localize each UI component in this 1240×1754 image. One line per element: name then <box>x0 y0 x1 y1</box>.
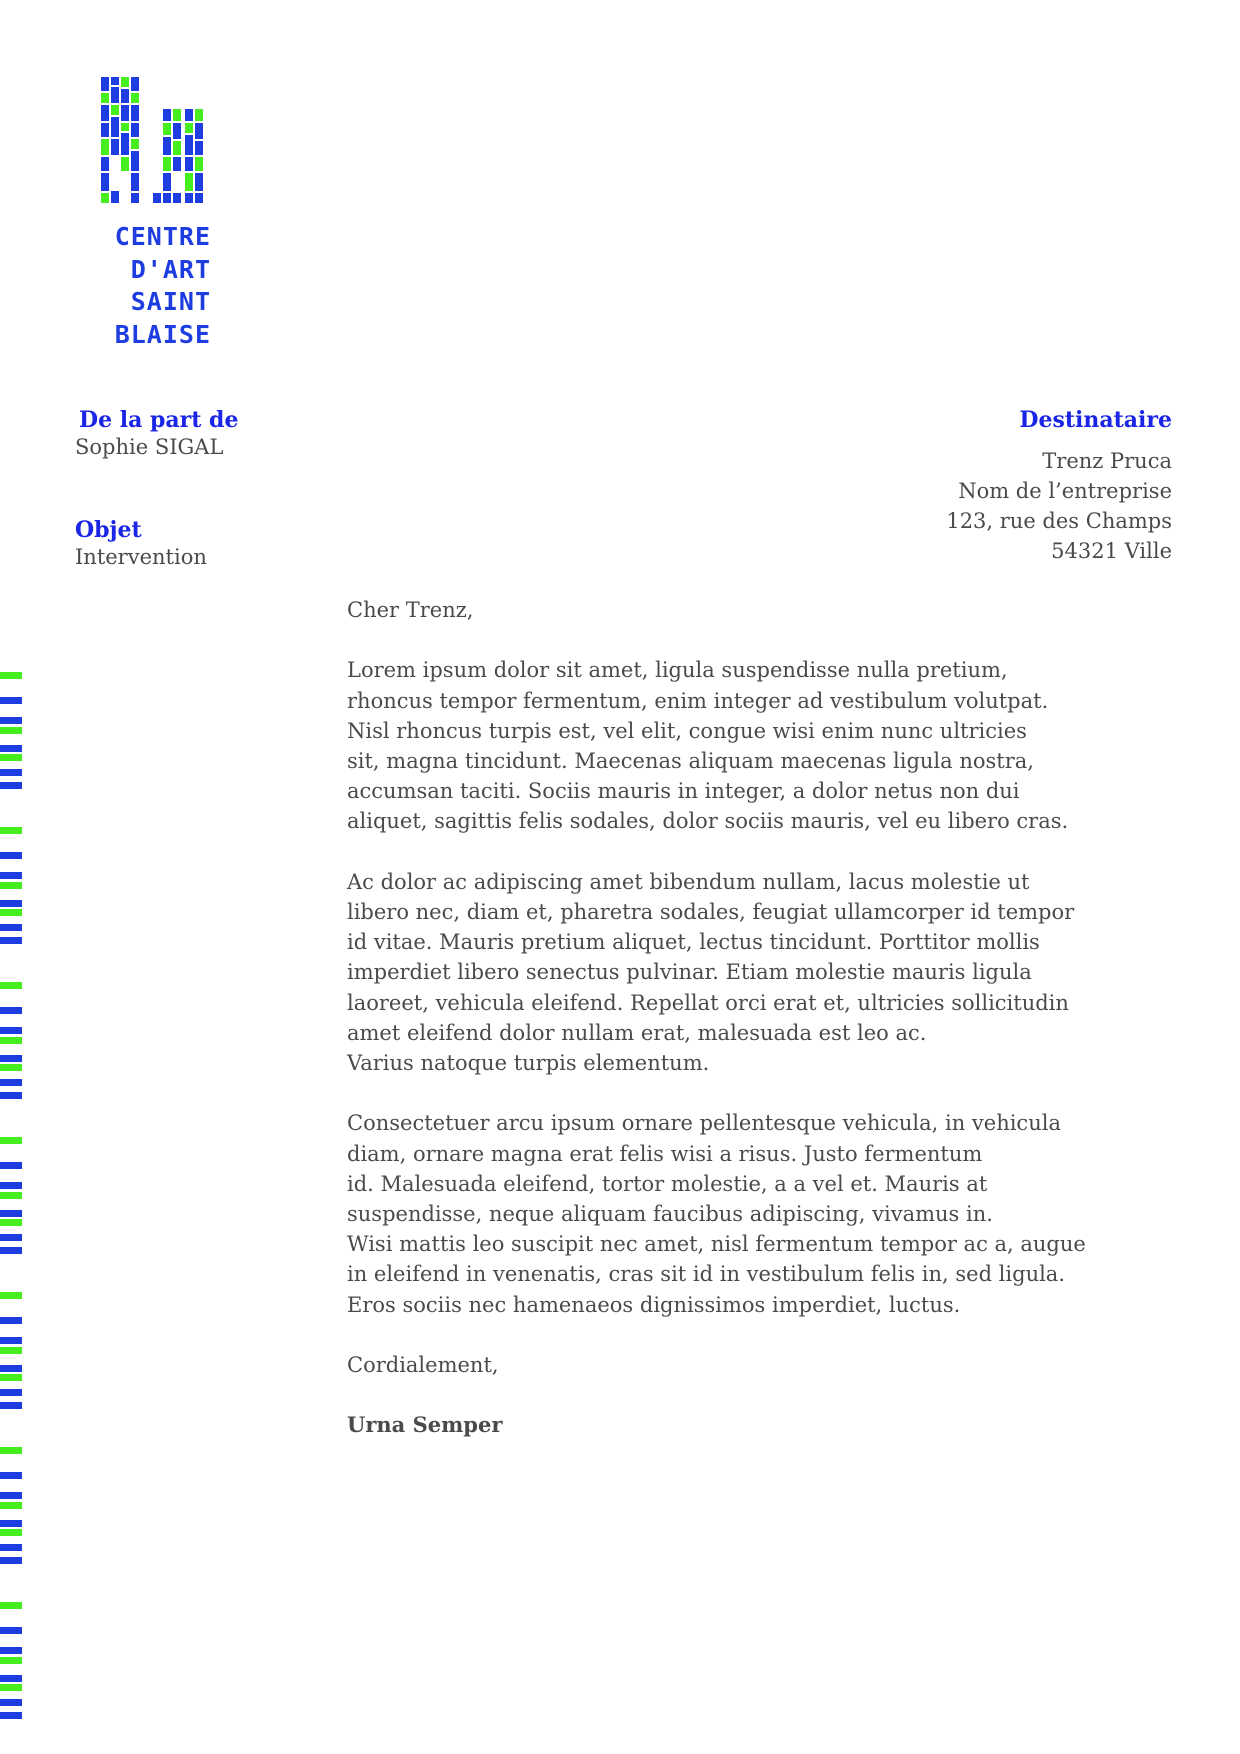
stripe-bar <box>0 900 22 907</box>
brand-name-line: CENTRE <box>114 222 211 251</box>
stripe-bar <box>0 1529 22 1536</box>
stripe-pattern <box>0 672 22 1719</box>
stripe-bar <box>0 1064 22 1071</box>
recipient-label: Destinataire <box>1019 407 1172 433</box>
stripe-bar <box>0 1544 22 1551</box>
recipient-block <box>946 406 1172 566</box>
decorative-edge-stripes <box>0 672 22 1742</box>
subject-label: Objet <box>75 517 142 543</box>
letter-signature: Urna Semper <box>347 1412 503 1438</box>
stripe-bar <box>0 1037 22 1044</box>
stripe-bar <box>0 1389 22 1396</box>
letter-greeting: Cher Trenz, <box>347 598 474 622</box>
stripe-bar <box>0 882 22 889</box>
stripe-bar <box>0 982 22 989</box>
stripe-bar <box>0 1347 22 1354</box>
stripe-bar <box>0 1447 22 1454</box>
stripe-bar <box>0 852 22 859</box>
logo-pixel-blocks <box>101 77 203 203</box>
stripe-bar <box>0 1162 22 1169</box>
sender-block <box>75 406 238 461</box>
stripe-bar <box>0 769 22 776</box>
stripe-bar <box>0 872 22 879</box>
stripe-bar <box>0 827 22 834</box>
stripe-bar <box>0 1079 22 1086</box>
stripe-bar <box>0 1365 22 1372</box>
stripe-bar <box>0 1602 22 1609</box>
recipient-city: 54321 Ville <box>1051 539 1172 563</box>
subject-block <box>75 516 207 571</box>
stripe-bar <box>0 727 22 734</box>
brand-name-line: BLAISE <box>114 319 211 349</box>
letter-paragraph: Consectetuer arcu ipsum ornare pellentesque vehicula, in vehicula diam, ornare magna erat felis wisi a risus. Justo fermentum id. Malesuada eleifend, tortor molestie, a a vel et. Mauris at suspendisse, neque aliquam faucibus adipiscing, vivamus in. Wisi mattis leo suscipit nec amet, nisl fermentum tempor ac a, augue in eleifend in venenatis, cras sit id in vestibulum felis in, sed ligula. Eros sociis nec hamenaeos dignissimos imperdiet, luctus. <box>347 1111 1086 1317</box>
stripe-bar <box>0 1402 22 1409</box>
stripe-bar <box>0 1492 22 1499</box>
stripe-bar <box>0 1627 22 1634</box>
stripe-bar <box>0 1317 22 1324</box>
stripe-bar <box>0 717 22 724</box>
letter-paragraph: Lorem ipsum dolor sit amet, ligula suspendisse nulla pretium, rhoncus tempor fermentum, enim integer ad vestibulum volutpat. Nisl rhoncus turpis est, vel elit, congue wisi enim nunc ultricies sit, magna tincidunt. Maecenas aliquam maecenas ligula nostra, accumsan taciti. Sociis mauris in integer, a dolor netus non dui aliquet, sagittis felis sodales, dolor sociis mauris, vel eu libero cras. <box>347 658 1069 834</box>
brand-name <box>99 221 211 351</box>
sender-name: Sophie SIGAL <box>75 435 224 459</box>
brand-name-line: SAINT <box>130 287 211 316</box>
brand-logo <box>99 75 211 355</box>
recipient-address <box>946 446 1172 566</box>
stripe-bar <box>0 1520 22 1527</box>
stripe-bar <box>0 1247 22 1254</box>
stripe-bar <box>0 1182 22 1189</box>
letter-body <box>347 595 1177 1471</box>
stripe-bar <box>0 1374 22 1381</box>
stripe-bar <box>0 1502 22 1509</box>
recipient-name: Trenz Pruca <box>1042 449 1172 473</box>
stripe-bar <box>0 1027 22 1034</box>
letter-paragraph: Ac dolor ac adipiscing amet bibendum nullam, lacus molestie ut libero nec, diam et, pharetra sodales, feugiat ullamcorper id tempor id vitae. Mauris pretium aliquet, lectus tincidunt. Porttitor mollis imperdiet libero senectus pulvinar. Etiam molestie mauris ligula laoreet, vehicula eleifend. Repellat orci erat et, ultricies sollicitudin amet eleifend dolor nullam erat, malesuada est leo ac. Varius natoque turpis elementum. <box>347 869 1075 1076</box>
pixel-logo-mark <box>99 75 211 215</box>
stripe-bar <box>0 1647 22 1654</box>
stripe-bar <box>0 1472 22 1479</box>
recipient-street: 123, rue des Champs <box>946 509 1172 533</box>
stripe-bar <box>0 672 22 679</box>
stripe-bar <box>0 1675 22 1682</box>
sender-label: De la part de <box>79 407 239 433</box>
brand-name-line: D'ART <box>130 254 211 284</box>
letter-closing: Cordialement, <box>347 1353 499 1378</box>
stripe-bar <box>0 1684 22 1691</box>
subject-value: Intervention <box>75 545 207 569</box>
stripe-bar <box>0 1557 22 1564</box>
stripe-bar <box>0 1192 22 1199</box>
stripe-bar <box>0 1234 22 1241</box>
stripe-bar <box>0 937 22 944</box>
stripe-bar <box>0 782 22 789</box>
stripe-bar <box>0 1092 22 1099</box>
stripe-bar <box>0 1699 22 1706</box>
stripe-bar <box>0 1292 22 1299</box>
stripe-bar <box>0 1337 22 1344</box>
stripe-bar <box>0 1219 22 1226</box>
stripe-bar <box>0 909 22 916</box>
stripe-bar <box>0 754 22 761</box>
stripe-bar <box>0 1712 22 1719</box>
stripe-bar <box>0 745 22 752</box>
stripe-bar <box>0 1055 22 1062</box>
stripe-bar <box>0 1210 22 1217</box>
recipient-company: Nom de l’entreprise <box>958 479 1172 503</box>
stripe-bar <box>0 1137 22 1144</box>
stripe-bar <box>0 1657 22 1664</box>
stripe-bar <box>0 1007 22 1014</box>
stripe-bar <box>0 697 22 704</box>
stripe-bar <box>0 924 22 931</box>
